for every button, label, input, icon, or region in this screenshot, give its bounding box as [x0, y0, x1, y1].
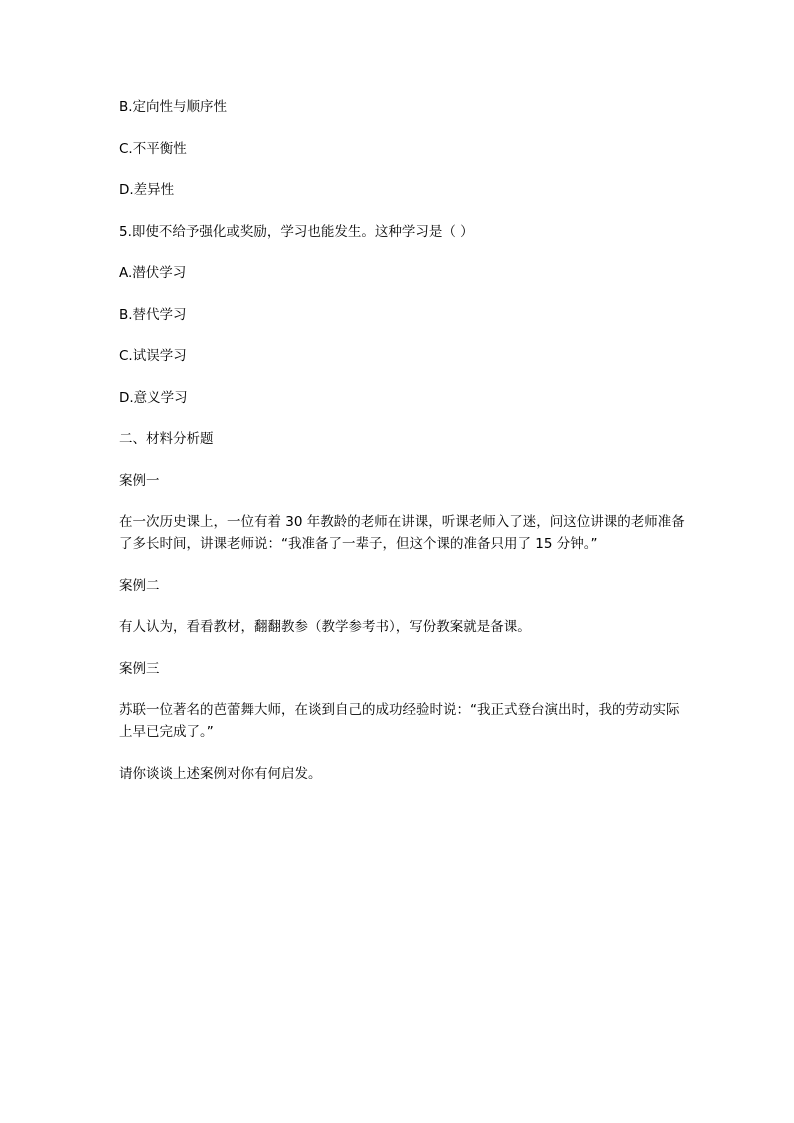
option-c-text: C.不平衡性 — [119, 140, 187, 157]
document-body — [119, 96, 689, 804]
case-1-body: 在一次历史课上，一位有着 30 年教龄的老师在讲课，听课老师入了迷，问这位讲课的老师准备了多长时间，讲课老师说：“我准备了一辈子，但这个课的准备只用了 15 分钟。” — [119, 514, 685, 552]
case-3-title: 案例三 — [119, 660, 160, 677]
case-1-title: 案例一 — [119, 472, 160, 489]
option-c-text: C.试误学习 — [119, 348, 187, 364]
option-d-text: D.意义学习 — [119, 389, 188, 406]
section-heading: 二、材料分析题 — [119, 431, 214, 447]
question-5-text: 5.即使不给予强化或奖励，学习也能发生。这种学习是（ ） — [119, 223, 474, 240]
option-d-text: D.差异性 — [119, 182, 175, 198]
option-a-text: A.潜伏学习 — [119, 265, 187, 281]
option-b-text: B.定向性与顺序性 — [119, 99, 228, 115]
option-b-text: B.替代学习 — [119, 306, 187, 323]
question-prompt: 请你谈谈上述案例对你有何启发。 — [119, 765, 322, 782]
case-2-title: 案例二 — [119, 577, 160, 594]
case-3-body: 苏联一位著名的芭蕾舞大师，在谈到自己的成功经验时说：“我正式登台演出时，我的劳动实际上早已完成了。” — [119, 702, 680, 740]
case-2-body: 有人认为，看看教材，翻翻教参（教学参考书），写份教案就是备课。 — [119, 619, 531, 635]
